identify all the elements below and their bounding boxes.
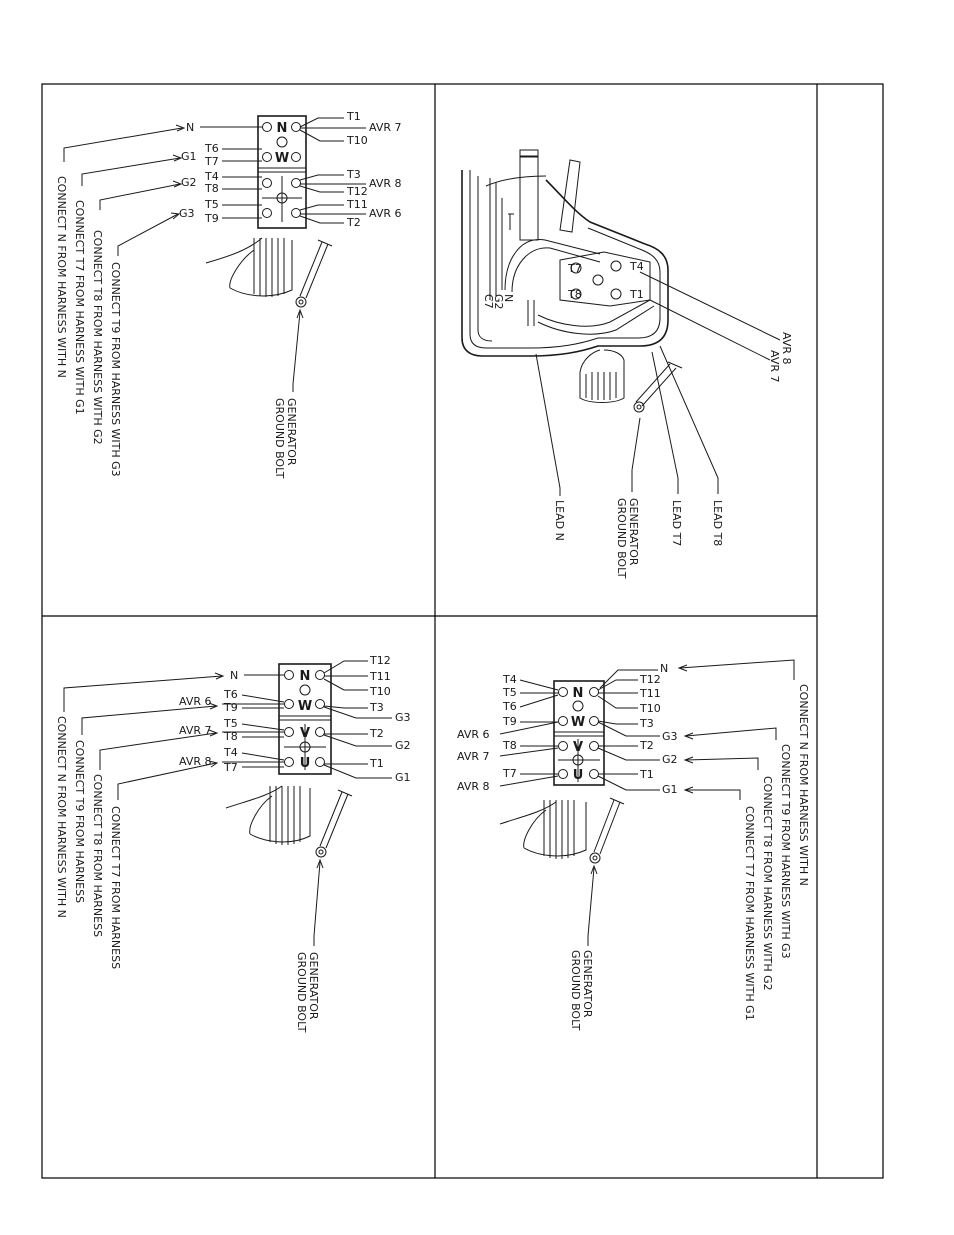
- ground-label: GROUND BOLT: [273, 398, 286, 479]
- terminal-label: T8: [205, 182, 219, 195]
- avr-label: AVR 8: [179, 755, 212, 768]
- instruction-text: CONNECT T7 FROM HARNESS WITH G1: [73, 200, 86, 415]
- terminal-label: T7: [503, 767, 517, 780]
- terminal-label: T8: [224, 730, 238, 743]
- block-letter-w: W: [570, 715, 586, 730]
- panel-bottom-right: [457, 660, 810, 1031]
- terminal-tag: T1: [630, 288, 644, 301]
- terminal-label: T8: [503, 739, 517, 752]
- terminal-label: T5: [205, 198, 219, 211]
- terminal-label: T9: [224, 701, 238, 714]
- instruction-text: CONNECT T9 FROM HARNESS WITH G3: [779, 744, 792, 959]
- g-label: G2: [662, 753, 678, 766]
- instruction-text: CONNECT N FROM HARNESS WITH N: [55, 176, 68, 378]
- terminal-label: T4: [503, 673, 517, 686]
- g-label: G3: [395, 711, 411, 724]
- terminal-label: T1: [640, 768, 654, 781]
- terminal-label: T4: [205, 170, 219, 183]
- terminal-label: T7: [205, 155, 219, 168]
- g-label: G2: [395, 739, 411, 752]
- conduit: [206, 238, 292, 297]
- terminal-label: T2: [640, 739, 654, 752]
- instruction-text: CONNECT T8 FROM HARNESS: [91, 774, 104, 938]
- terminal-label: T1: [347, 110, 361, 123]
- conduit: [500, 800, 586, 859]
- terminal-tag: T7: [568, 262, 582, 275]
- g-label: G3: [662, 730, 678, 743]
- terminal-label: T11: [640, 687, 661, 700]
- harness-tag: G2: [492, 294, 505, 310]
- ground-bolt-icon: [590, 798, 624, 863]
- instruction-text: CONNECT N FROM HARNESS WITH N: [797, 684, 810, 886]
- block-letter-v: V: [299, 726, 311, 741]
- terminal-label: T11: [370, 670, 391, 683]
- ground-bolt-icon: [634, 362, 682, 412]
- block-letter-u: U: [572, 768, 584, 783]
- instruction-text: CONNECT T9 FROM HARNESS WITH G3: [109, 262, 122, 477]
- avr-label: AVR 7: [768, 350, 781, 383]
- terminal-label: T7: [224, 761, 238, 774]
- terminal-label: T6: [205, 142, 219, 155]
- terminal-label: T12: [370, 654, 391, 667]
- instruction-text: CONNECT T7 FROM HARNESS WITH G1: [743, 806, 756, 1021]
- terminal-label: T3: [370, 701, 384, 714]
- terminal-label: T6: [503, 700, 517, 713]
- g-label: G1: [662, 783, 678, 796]
- lead-label: LEAD N: [553, 500, 566, 541]
- block-letter-w: W: [274, 151, 290, 166]
- ground-label: GENERATOR: [307, 952, 320, 1020]
- terminal-tag: T4: [630, 260, 644, 273]
- ground-label: GENERATOR: [581, 950, 594, 1018]
- lead-label-g1: G1: [181, 150, 197, 163]
- terminal-label: T2: [370, 727, 384, 740]
- avr-label: AVR 6: [369, 207, 402, 220]
- terminal-label: T1: [370, 757, 384, 770]
- lead-label: LEAD T7: [670, 500, 683, 547]
- block-letter-n: N: [572, 686, 584, 701]
- harness-tag: C7: [482, 294, 495, 309]
- avr-label: AVR 8: [457, 780, 490, 793]
- ground-label: GENERATOR: [627, 498, 640, 566]
- avr-label: AVR 8: [780, 332, 793, 365]
- terminal-label: T3: [347, 168, 361, 181]
- terminal-label: T3: [640, 717, 654, 730]
- ground-bolt-icon: [296, 240, 332, 307]
- ground-label: GENERATOR: [285, 398, 298, 466]
- block-letter-u: U: [299, 756, 311, 771]
- panel-top-right: [462, 150, 793, 579]
- terminal-label: T9: [503, 715, 517, 728]
- instruction-text: CONNECT N FROM HARNESS WITH N: [55, 716, 68, 918]
- instruction-text: CONNECT T8 FROM HARNESS WITH G2: [761, 776, 774, 991]
- lead-label-g3: G3: [179, 207, 195, 220]
- terminal-label: T5: [503, 686, 517, 699]
- terminal-label: T9: [205, 212, 219, 225]
- ground-label: GROUND BOLT: [569, 950, 582, 1031]
- terminal-label: T11: [347, 198, 368, 211]
- instruction-text: CONNECT T8 FROM HARNESS WITH G2: [91, 230, 104, 445]
- terminal-label: T4: [224, 746, 238, 759]
- avr-label: AVR 7: [457, 750, 490, 763]
- avr-label: AVR 6: [457, 728, 490, 741]
- avr-label: AVR 7: [179, 724, 212, 737]
- lead-label: LEAD T8: [711, 500, 724, 547]
- terminal-tag: T8: [568, 288, 582, 301]
- panel-top-left: [55, 110, 401, 479]
- conduit: [226, 786, 310, 845]
- g-label: G1: [395, 771, 411, 784]
- block-letter-n: N: [276, 121, 288, 136]
- block-letter-n: N: [299, 669, 311, 684]
- terminal-label: T10: [370, 685, 391, 698]
- panel-bottom-left: [55, 654, 411, 1033]
- ground-bolt-icon: [316, 790, 352, 857]
- harness-tag: N: [502, 294, 515, 303]
- terminal-label: T5: [224, 717, 238, 730]
- instruction-text: CONNECT T7 FROM HARNESS: [109, 806, 122, 970]
- lead-label-n: N: [230, 669, 239, 682]
- avr-label: AVR 6: [179, 695, 212, 708]
- terminal-box-illustration: [462, 150, 668, 403]
- instruction-text: CONNECT T9 FROM HARNESS: [73, 740, 86, 904]
- block-letter-w: W: [297, 699, 313, 714]
- avr-label: AVR 8: [369, 177, 402, 190]
- lead-label-n: N: [660, 662, 669, 675]
- ground-label: GROUND BOLT: [615, 498, 628, 579]
- terminal-label: T6: [224, 688, 238, 701]
- avr-label: AVR 7: [369, 121, 402, 134]
- lead-label-n: N: [186, 121, 195, 134]
- block-letter-v: V: [572, 740, 584, 755]
- lead-label-g2: G2: [181, 176, 197, 189]
- terminal-label: T12: [347, 185, 368, 198]
- ground-label: GROUND BOLT: [295, 952, 308, 1033]
- terminal-label: T12: [640, 673, 661, 686]
- terminal-label: T10: [347, 134, 368, 147]
- terminal-label: T2: [347, 216, 361, 229]
- terminal-label: T10: [640, 702, 661, 715]
